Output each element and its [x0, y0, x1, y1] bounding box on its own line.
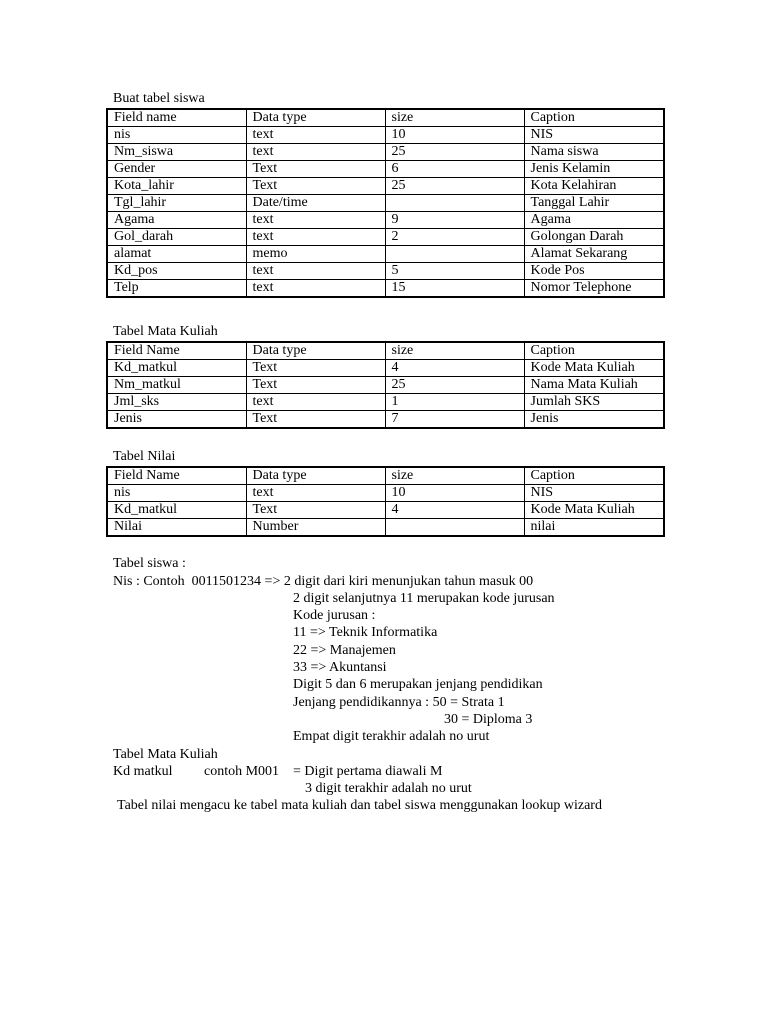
- table-row: [107, 263, 664, 280]
- notes-jurusan-22: 22 => Manajemen: [293, 643, 396, 658]
- table-cell: Tgl_lahir: [107, 195, 246, 212]
- notes-matkul-heading: Tabel Mata Kuliah: [113, 747, 218, 762]
- table-siswa: [106, 108, 665, 298]
- table-cell: Kota_lahir: [107, 178, 246, 195]
- table-cell: Text: [246, 411, 385, 429]
- table-cell: Text: [246, 161, 385, 178]
- header-cell: Data type: [246, 342, 385, 360]
- header-cell: Data type: [246, 109, 385, 127]
- notes-empat-digit: Empat digit terakhir adalah no urut: [293, 729, 490, 744]
- table-cell: [385, 246, 524, 263]
- table-cell: Text: [246, 178, 385, 195]
- table-row: [107, 377, 664, 394]
- table-cell: 15: [385, 280, 524, 298]
- header-cell: Field name: [107, 109, 246, 127]
- table-cell: Jenis: [524, 411, 664, 429]
- table-row: [107, 195, 664, 212]
- table-header-row: [107, 109, 664, 127]
- table-cell: NIS: [524, 127, 664, 144]
- notes-nis-next-two: 2 digit selanjutnya 11 merupakan kode jurusan: [293, 591, 555, 606]
- table-cell: Agama: [107, 212, 246, 229]
- table-cell: [385, 519, 524, 537]
- table-matkul-title: Tabel Mata Kuliah: [113, 324, 218, 339]
- table-cell: nilai: [524, 519, 664, 537]
- table-cell: 1: [385, 394, 524, 411]
- table-header-row: [107, 467, 664, 485]
- notes-tiga-digit: 3 digit terakhir adalah no urut: [305, 781, 472, 796]
- table-cell: Kode Mata Kuliah: [524, 502, 664, 519]
- table-row: [107, 144, 664, 161]
- table-cell: Gol_darah: [107, 229, 246, 246]
- table-matkul: [106, 341, 665, 429]
- header-cell: Caption: [524, 109, 664, 127]
- table-cell: text: [246, 280, 385, 298]
- table-row: [107, 161, 664, 178]
- table-cell: 9: [385, 212, 524, 229]
- table-row: [107, 178, 664, 195]
- table-nilai: [106, 466, 665, 537]
- header-cell: Data type: [246, 467, 385, 485]
- table-cell: Text: [246, 502, 385, 519]
- notes-kode-jurusan: Kode jurusan :: [293, 608, 376, 623]
- table-cell: Text: [246, 360, 385, 377]
- table-cell: memo: [246, 246, 385, 263]
- table-cell: Jenis: [107, 411, 246, 429]
- table-cell: Kode Pos: [524, 263, 664, 280]
- table-cell: Nama siswa: [524, 144, 664, 161]
- table-cell: alamat: [107, 246, 246, 263]
- table-row: [107, 212, 664, 229]
- table-row: [107, 394, 664, 411]
- table-row: [107, 485, 664, 502]
- notes-kd-matkul-example: contoh M001: [204, 764, 280, 779]
- table-cell: 6: [385, 161, 524, 178]
- table-row: [107, 411, 664, 429]
- header-cell: Caption: [524, 467, 664, 485]
- table-row: [107, 519, 664, 537]
- table-cell: 7: [385, 411, 524, 429]
- header-cell: Caption: [524, 342, 664, 360]
- table-cell: Jml_sks: [107, 394, 246, 411]
- table-cell: 25: [385, 178, 524, 195]
- table-cell: text: [246, 144, 385, 161]
- table-cell: Kd_matkul: [107, 502, 246, 519]
- notes-jurusan-11: 11 => Teknik Informatika: [293, 625, 438, 640]
- header-cell: Field Name: [107, 467, 246, 485]
- table-cell: Gender: [107, 161, 246, 178]
- table-cell: Kota Kelahiran: [524, 178, 664, 195]
- table-cell: Text: [246, 377, 385, 394]
- notes-digit-5-6: Digit 5 dan 6 merupakan jenjang pendidikan: [293, 677, 543, 692]
- table-cell: Tanggal Lahir: [524, 195, 664, 212]
- notes-siswa-heading: Tabel siswa :: [113, 556, 186, 571]
- table-cell: nis: [107, 485, 246, 502]
- table-header-row: [107, 342, 664, 360]
- table-row: [107, 229, 664, 246]
- table-cell: 25: [385, 377, 524, 394]
- table-cell: 4: [385, 502, 524, 519]
- table-cell: Golongan Darah: [524, 229, 664, 246]
- notes-nilai-line: Tabel nilai mengacu ke tabel mata kuliah dan tabel siswa menggunakan lookup wizard: [117, 798, 602, 813]
- notes-kd-matkul-rule: = Digit pertama diawali M: [293, 764, 443, 779]
- table-cell: Alamat Sekarang: [524, 246, 664, 263]
- table-row: [107, 360, 664, 377]
- table-cell: 2: [385, 229, 524, 246]
- notes-jenjang: Jenjang pendidikannya : 50 = Strata 1: [293, 695, 505, 710]
- header-cell: Field Name: [107, 342, 246, 360]
- notes-nis-line: Nis : Contoh 0011501234 => 2 digit dari kiri menunjukan tahun masuk 00: [113, 574, 534, 589]
- header-cell: size: [385, 342, 524, 360]
- table-cell: 10: [385, 485, 524, 502]
- table-cell: text: [246, 263, 385, 280]
- table-cell: text: [246, 212, 385, 229]
- table-cell: Nama Mata Kuliah: [524, 377, 664, 394]
- table-cell: Nilai: [107, 519, 246, 537]
- table-nilai-title: Tabel Nilai: [113, 449, 176, 464]
- table-cell: Kd_matkul: [107, 360, 246, 377]
- notes-kd-matkul-label: Kd matkul: [113, 764, 173, 779]
- table-cell: 5: [385, 263, 524, 280]
- table-cell: NIS: [524, 485, 664, 502]
- table-cell: text: [246, 229, 385, 246]
- table-cell: Kd_pos: [107, 263, 246, 280]
- table-cell: Nm_matkul: [107, 377, 246, 394]
- table-cell: Jumlah SKS: [524, 394, 664, 411]
- table-cell: text: [246, 127, 385, 144]
- table-cell: Jenis Kelamin: [524, 161, 664, 178]
- table-cell: Nomor Telephone: [524, 280, 664, 298]
- table-cell: Nm_siswa: [107, 144, 246, 161]
- table-cell: Telp: [107, 280, 246, 298]
- table-cell: nis: [107, 127, 246, 144]
- table-cell: text: [246, 485, 385, 502]
- table-cell: Agama: [524, 212, 664, 229]
- table-cell: [385, 195, 524, 212]
- table-cell: text: [246, 394, 385, 411]
- notes-jurusan-33: 33 => Akuntansi: [293, 660, 387, 675]
- header-cell: size: [385, 467, 524, 485]
- table-row: [107, 502, 664, 519]
- notes-diploma: 30 = Diploma 3: [444, 712, 533, 727]
- table-siswa-title: Buat tabel siswa: [113, 91, 205, 106]
- header-cell: size: [385, 109, 524, 127]
- table-row: [107, 246, 664, 263]
- table-cell: 25: [385, 144, 524, 161]
- table-row: [107, 280, 664, 298]
- table-cell: 4: [385, 360, 524, 377]
- table-cell: Date/time: [246, 195, 385, 212]
- table-cell: Kode Mata Kuliah: [524, 360, 664, 377]
- table-cell: 10: [385, 127, 524, 144]
- table-cell: Number: [246, 519, 385, 537]
- table-row: [107, 127, 664, 144]
